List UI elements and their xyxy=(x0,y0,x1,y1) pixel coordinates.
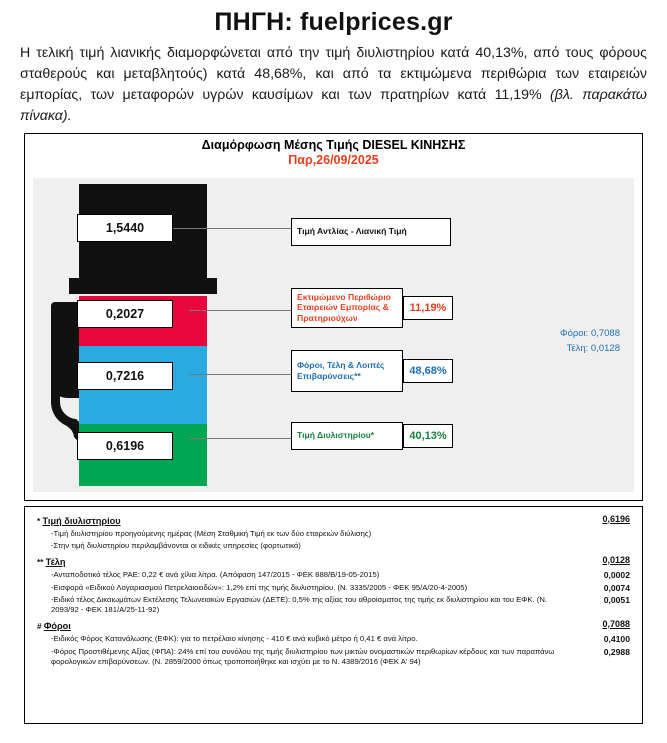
chart-date: Παρ,26/09/2025 xyxy=(288,152,379,167)
footnote-fees-item-3-text: -Ειδικό τέλος Δικαιωμάτων Εκτέλεσης Τελωνειακών Εργασιών (ΔΕΤΕ): 0,5% της αξίας του αθροίσματος της τιμής εκ διυλιστηρίου και του ΕΦΚ. (Ν. 2093/92 - ΦΕΚ 181/Α/25-11-92) xyxy=(51,594,548,615)
percent-refinery: 40,13% xyxy=(403,424,453,448)
footnote-taxes-item-2-text: -Φόρος Προστιθέμενης Αξίας (ΦΠΑ): 24% επί του συνόλου της τιμής διυλιστηρίου των μικτών ονομαστικών περιθωρίων κέρδους και των παραπάνω φορολογικών επιβαρύνσεων. (Ν. 2859/2000 όπως τροποποιήθηκε και ισχύει με το Ν. 4389/2016 (ΦΕΚ Α' 94) xyxy=(51,646,555,666)
footnote-fees-amount: 0,0128 xyxy=(602,554,630,565)
chart-plot-area xyxy=(33,178,634,492)
footnote-fees-label: Τέλη xyxy=(45,556,66,567)
label-margin: Εκτιμώμενο Περιθώριο Εταιρειών Εμπορίας & Πρατηριούχων xyxy=(291,288,403,328)
footnote-fees-item-2-amount: 0,0074 xyxy=(603,582,630,593)
connector-refinery xyxy=(189,438,293,439)
side-note-fees: Τέλη: 0,0128 xyxy=(566,342,620,354)
footnote-fees-item-1-text: -Ανταποδοτικό τέλος ΡΑΕ: 0,22 € ανά χίλια λίτρα. (Απόφαση 147/2015 - ΦΕΚ 888/Β/19-05-2015) xyxy=(51,570,380,580)
label-refinery: Τιμή Διυλιστηρίου* xyxy=(291,422,403,450)
footnote-fees-header xyxy=(29,553,638,569)
footnote-taxes-amount: 0,7088 xyxy=(602,618,630,629)
connector-taxes xyxy=(189,374,293,375)
footnote-fees-item-2 xyxy=(29,582,638,594)
pump-base xyxy=(69,278,217,294)
value-taxes: 0,7216 xyxy=(77,362,173,390)
footnote-fees-item-1 xyxy=(29,569,638,581)
footnote-taxes-item-2-amount: 0,2988 xyxy=(603,646,630,657)
footnote-refinery-label: Τιμή διυλιστηρίου xyxy=(42,515,121,526)
side-note-taxes: Φόροι: 0,7088 xyxy=(560,327,620,339)
intro-paragraph xyxy=(20,43,647,127)
connector-margin xyxy=(189,310,293,311)
value-retail: 1,5440 xyxy=(77,214,173,242)
label-retail: Τιμή Αντλίας - Λιανική Τιμή xyxy=(291,218,451,246)
footnote-taxes-label: Φόροι xyxy=(43,620,71,631)
footnote-taxes-item-1 xyxy=(29,633,638,645)
footnotes-table xyxy=(24,506,643,724)
value-margin: 0,2027 xyxy=(77,300,173,328)
intro-text: Η τελική τιμή λιανικής διαμορφώνεται από την τιμή διυλιστηρίου κατά 40,13%, από τους φόρους σταθερούς και μεταβλητούς) κατά 48,68%, και από τα εκτιμώμενα περιθώρια των εταιρειών εμπορίας, των μεταφορών υγρών καυσίμων και των πρατηρίων κατά 11,19% xyxy=(20,45,647,103)
footnote-refinery-marker: * xyxy=(37,516,41,526)
page-root xyxy=(0,8,667,743)
footnote-fees-item-1-amount: 0,0002 xyxy=(603,570,630,581)
label-taxes: Φόροι, Τέλη & Λοιπές Επιβαρύνσεις** xyxy=(291,350,403,392)
footnote-fees-item-2-text: -Εισφορά «Ειδικού Λογαριασμού Πετρελαιοειδών»: 1,2% επί της τιμής διυλιστηρίου. (Ν. 3335/2005 - ΦΕΚ 95/Α/20-4-2005) xyxy=(51,582,468,592)
footnote-taxes-item-1-amount: 0,4100 xyxy=(603,634,630,645)
footnote-refinery-line-1: -Τιμή διυλιστηρίου προηγούμενης ημέρας (Μέση Σταθμική Τιμή εκ των δύο εταιρειών διύλισης) xyxy=(51,528,372,538)
percent-margin: 11,19% xyxy=(403,296,453,320)
footnote-taxes-header xyxy=(29,617,638,633)
footnote-fees-item-3 xyxy=(29,594,638,617)
footnote-fees-item-3-amount: 0,0051 xyxy=(603,594,630,605)
footnote-taxes-marker: # xyxy=(37,621,42,631)
percent-taxes: 48,68% xyxy=(403,359,453,383)
page-title: ΠΗΓΗ: fuelprices.gr xyxy=(214,8,453,36)
footnote-taxes-item-1-text: -Ειδικός Φόρος Κατανάλωσης (ΕΦΚ): για το πετρέλαιο κίνησης - 410 € ανά κυβικό μέτρο ή 0,41 € ανά λίτρο. xyxy=(51,634,418,644)
intro-italic-text: (βλ. παρακάτω πίνακα). xyxy=(20,86,647,124)
footnote-taxes-item-2 xyxy=(29,646,638,669)
footnote-refinery-amount: 0,6196 xyxy=(602,513,630,524)
footnote-refinery-header xyxy=(29,512,638,528)
footnote-refinery-line-2: -Στην τιμή διυλιστηρίου περιλαμβάνονται οι ειδικές υπηρεσίες (φορτωτικά) xyxy=(51,541,301,551)
footnote-fees-marker: ** xyxy=(37,557,44,567)
value-refinery: 0,6196 xyxy=(77,432,173,460)
connector-retail xyxy=(173,228,293,229)
chart-container xyxy=(24,133,643,501)
chart-title: Διαμόρφωση Μέσης Τιμής DIESEL ΚΙΝΗΣΗΣ xyxy=(201,137,466,152)
